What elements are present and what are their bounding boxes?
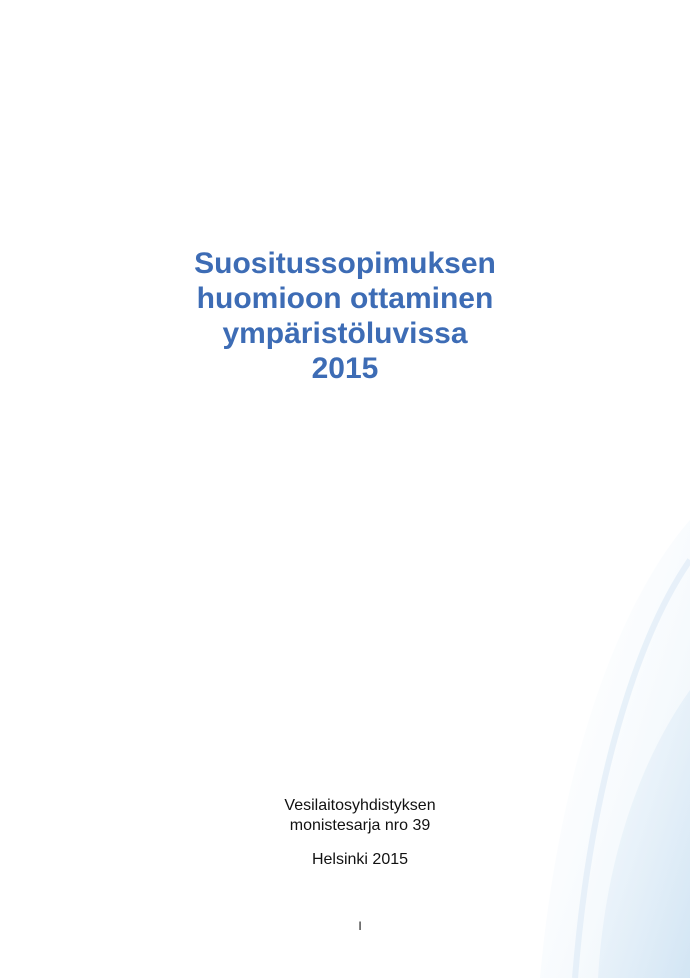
publication-series	[0, 796, 690, 836]
document-title	[0, 246, 690, 386]
page-number: I	[358, 919, 362, 933]
title-line-2: huomioon ottaminen	[196, 282, 494, 315]
title-line-1: Suositussopimuksen	[194, 247, 496, 280]
series-publisher: Vesilaitosyhdistyksen	[284, 797, 436, 814]
publication-place-year: Helsinki 2015	[311, 851, 409, 868]
title-line-3: ympäristöluvissa	[222, 317, 468, 350]
title-line-year: 2015	[311, 352, 379, 385]
series-number: monistesarja nro 39	[289, 817, 431, 834]
